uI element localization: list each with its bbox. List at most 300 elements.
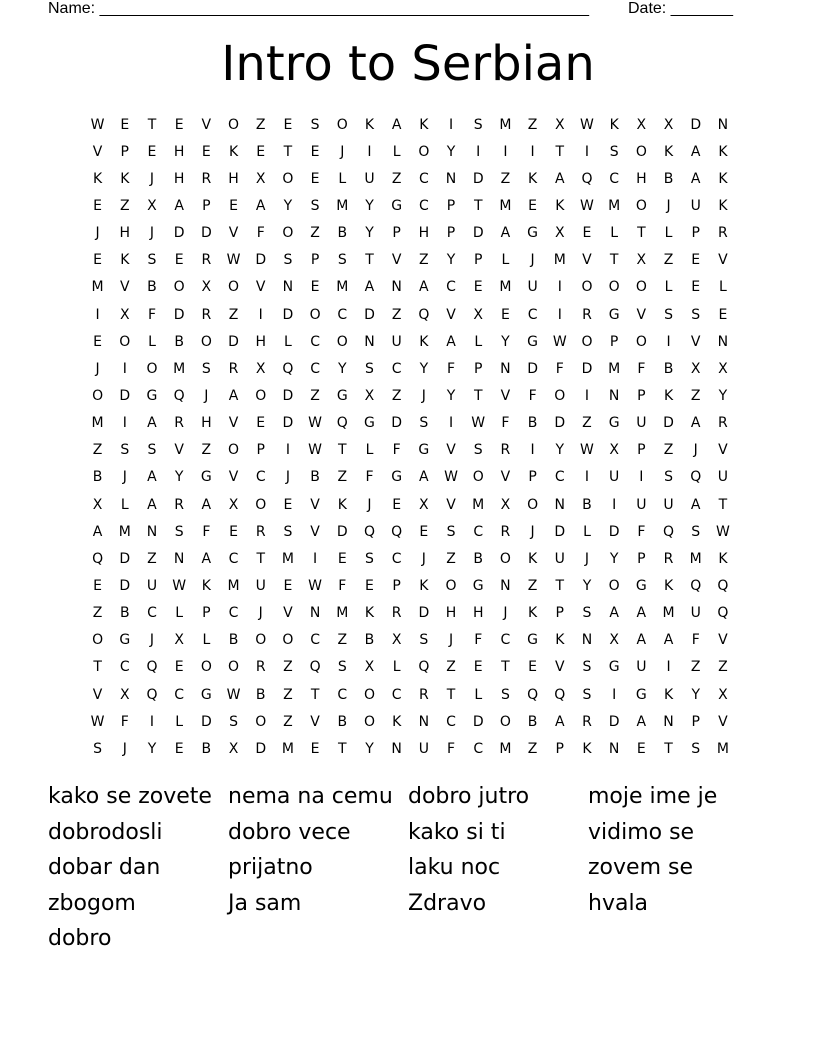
grid-letter: C <box>391 360 402 377</box>
grid-letter: O <box>228 116 240 133</box>
grid-letter: E <box>174 740 184 757</box>
grid-letter: K <box>120 170 130 187</box>
grid-letter: R <box>255 659 266 676</box>
grid-letter: L <box>284 333 292 350</box>
grid-letter: L <box>148 333 156 350</box>
grid-letter: D <box>282 415 294 432</box>
grid-letter: A <box>636 605 647 622</box>
grid-letter: U <box>364 170 375 187</box>
grid-letter: T <box>473 387 483 404</box>
grid-letter: X <box>228 496 239 513</box>
grid-letter: J <box>340 143 345 160</box>
grid-letter: Z <box>582 415 592 432</box>
name-field: Name: _______________________________________________________ <box>48 0 589 17</box>
grid-letter: K <box>528 170 538 187</box>
grid-letter: Z <box>391 306 402 323</box>
grid-letter: D <box>663 415 674 432</box>
grid-letter: S <box>201 360 211 377</box>
grid-letter: S <box>691 523 701 540</box>
grid-letter: O <box>255 496 267 513</box>
grid-letter: U <box>146 577 158 594</box>
grid-letter: Z <box>500 170 511 187</box>
grid-letter: D <box>527 360 538 377</box>
grid-letter: J <box>367 496 372 513</box>
grid-letter: Y <box>609 550 619 567</box>
grid-letter: A <box>147 469 157 486</box>
grid-letter: W <box>715 523 730 540</box>
grid-letter: L <box>202 632 211 649</box>
grid-letter: M <box>91 415 104 432</box>
grid-letter: G <box>527 333 539 350</box>
grid-letter: S <box>582 659 592 676</box>
grid-letter: S <box>147 252 157 269</box>
grid-letter: B <box>663 170 674 187</box>
grid-letter: A <box>690 170 701 187</box>
grid-letter: O <box>92 387 104 404</box>
grid-letter: F <box>202 523 211 540</box>
grid-letter: Q <box>336 415 348 432</box>
grid-letter: A <box>255 197 266 214</box>
grid-letter: M <box>499 116 512 133</box>
grid-letter: A <box>690 415 701 432</box>
grid-letter: M <box>91 279 104 296</box>
grid-letter: Y <box>718 387 728 404</box>
grid-letter: K <box>718 170 728 187</box>
grid-letter: N <box>663 713 674 730</box>
grid-letter: T <box>283 143 293 160</box>
grid-letter: Z <box>283 659 293 676</box>
grid-letter: R <box>582 306 592 323</box>
grid-letter: B <box>174 333 184 350</box>
grid-letter: A <box>690 143 701 160</box>
grid-letter: Z <box>337 632 348 649</box>
grid-letter: Z <box>446 659 456 676</box>
grid-letter: E <box>174 252 184 269</box>
grid-letter: K <box>663 577 674 594</box>
grid-letter: Z <box>527 577 538 594</box>
grid-letter: J <box>693 442 698 459</box>
grid-letter: K <box>364 605 375 622</box>
grid-letter: V <box>201 116 212 133</box>
grid-letter: G <box>336 387 348 404</box>
grid-letter: E <box>283 116 293 133</box>
grid-letter: B <box>582 496 592 513</box>
grid-letter: T <box>256 550 265 567</box>
grid-letter: Q <box>282 360 294 377</box>
grid-letter: H <box>201 415 212 432</box>
grid-letter: C <box>473 740 484 757</box>
grid-letter: M <box>689 550 702 567</box>
grid-letter: Q <box>717 577 729 594</box>
grid-letter: B <box>92 469 103 486</box>
grid-letter: B <box>473 550 484 567</box>
grid-letter: O <box>228 442 240 459</box>
grid-letter: J <box>448 632 454 649</box>
grid-letter: P <box>202 605 211 622</box>
grid-letter: L <box>583 523 591 540</box>
grid-letter: V <box>92 143 103 160</box>
grid-letter: L <box>120 496 129 513</box>
grid-letter: K <box>419 116 429 133</box>
grid-letter: D <box>472 713 484 730</box>
grid-letter: M <box>281 740 294 757</box>
grid-letter: N <box>500 577 511 594</box>
grid-letter: Z <box>283 686 293 703</box>
grid-letter: S <box>500 686 510 703</box>
grid-letter: I <box>584 143 590 160</box>
grid-letter: D <box>282 387 294 404</box>
grid-letter: L <box>365 442 374 459</box>
grid-letter: I <box>122 415 127 432</box>
grid-letter: E <box>229 523 238 540</box>
grid-letter: H <box>173 143 185 160</box>
grid-letter: D <box>418 605 430 622</box>
grid-letter: R <box>418 686 429 703</box>
grid-letter: R <box>391 605 402 622</box>
word-list-item: dobro jutro <box>408 784 530 809</box>
grid-letter: S <box>609 143 619 160</box>
grid-letter: S <box>283 523 293 540</box>
grid-letter: E <box>93 577 103 594</box>
grid-letter: O <box>581 279 593 296</box>
grid-letter: K <box>718 550 728 567</box>
grid-letter: E <box>93 333 103 350</box>
grid-letter: S <box>419 632 429 649</box>
grid-letter: L <box>610 225 619 242</box>
grid-letter: Y <box>446 252 456 269</box>
grid-letter: L <box>474 686 483 703</box>
grid-letter: N <box>391 279 402 296</box>
grid-letter: P <box>637 387 646 404</box>
word-list-item: Ja sam <box>228 890 302 916</box>
grid-letter: W <box>471 415 486 432</box>
grid-letter: A <box>636 632 647 649</box>
word-list-item: vidimo se <box>588 819 695 845</box>
grid-letter: C <box>337 686 348 703</box>
grid-letter: U <box>527 279 538 296</box>
grid-letter: Z <box>663 252 674 269</box>
grid-letter: Z <box>419 252 429 269</box>
grid-letter: J <box>258 605 263 622</box>
grid-letter: L <box>664 279 673 296</box>
grid-letter: T <box>365 252 374 269</box>
grid-letter: H <box>445 605 457 622</box>
grid-letter: K <box>663 686 674 703</box>
grid-letter: O <box>363 686 375 703</box>
grid-letter: C <box>473 523 484 540</box>
grid-letter: G <box>472 577 484 594</box>
grid-letter: Q <box>717 605 729 622</box>
grid-letter: M <box>608 360 621 377</box>
grid-letter: A <box>663 632 674 649</box>
grid-letter: Z <box>147 550 157 567</box>
grid-letter: S <box>174 523 184 540</box>
grid-letter: C <box>228 605 239 622</box>
grid-letter: E <box>500 306 510 323</box>
grid-letter: O <box>282 632 294 649</box>
grid-letter: U <box>391 333 402 350</box>
grid-letter: F <box>528 387 537 404</box>
grid-letter: A <box>147 415 157 432</box>
grid-letter: S <box>473 442 483 459</box>
grid-letter: E <box>229 197 238 214</box>
grid-letter: N <box>554 496 566 513</box>
grid-letter: H <box>418 225 430 242</box>
grid-letter: O <box>608 577 620 594</box>
grid-letter: I <box>666 659 671 676</box>
grid-letter: W <box>444 469 458 486</box>
grid-letter: E <box>473 659 483 676</box>
grid-letter: Q <box>527 686 539 703</box>
grid-letter: Y <box>174 469 184 486</box>
grid-letter: V <box>174 442 184 459</box>
grid-letter: J <box>122 740 127 757</box>
grid-letter: L <box>175 713 184 730</box>
grid-letter: J <box>530 252 535 269</box>
grid-letter: E <box>256 143 266 160</box>
grid-letter: E <box>419 523 429 540</box>
grid-letter: E <box>174 659 184 676</box>
grid-letter: O <box>635 143 647 160</box>
grid-letter: Q <box>554 686 566 703</box>
grid-letter: G <box>608 306 620 323</box>
grid-letter: K <box>364 116 375 133</box>
grid-letter: R <box>174 415 185 432</box>
grid-letter: K <box>228 143 239 160</box>
grid-letter: O <box>336 116 348 133</box>
grid-letter: E <box>310 143 320 160</box>
grid-letter: U <box>717 469 729 486</box>
grid-letter: S <box>691 306 701 323</box>
grid-letter: B <box>663 360 674 377</box>
grid-letter: Z <box>527 740 538 757</box>
grid-letter: Y <box>446 143 456 160</box>
grid-letter: Q <box>173 387 185 404</box>
grid-letter: B <box>364 632 375 649</box>
grid-letter: R <box>255 523 266 540</box>
grid-letter: I <box>367 143 372 160</box>
grid-letter: Q <box>92 550 104 567</box>
grid-letter: M <box>227 577 240 594</box>
word-list-item: dobar dan <box>48 855 161 880</box>
grid-letter: S <box>310 197 320 214</box>
grid-letter: O <box>92 632 104 649</box>
grid-letter: W <box>226 252 241 269</box>
grid-letter: Q <box>146 659 158 676</box>
grid-letter: N <box>391 740 402 757</box>
grid-letter: Q <box>309 659 321 676</box>
grid-letter: K <box>93 170 103 187</box>
grid-letter: G <box>364 415 375 432</box>
grid-letter: I <box>476 143 481 160</box>
grid-letter: E <box>310 170 320 187</box>
grid-letter: T <box>338 740 347 757</box>
grid-letter: C <box>527 306 538 323</box>
grid-letter: J <box>666 197 671 214</box>
grid-letter: X <box>364 659 375 676</box>
grid-letter: A <box>201 496 212 513</box>
grid-letter: K <box>555 197 565 214</box>
grid-letter: D <box>608 523 620 540</box>
grid-letter: N <box>608 740 620 757</box>
grid-letter: I <box>584 387 590 404</box>
grid-letter: V <box>500 469 511 486</box>
grid-letter: T <box>718 496 728 513</box>
grid-letter: C <box>310 360 320 377</box>
grid-letter: P <box>555 605 564 622</box>
grid-letter: C <box>391 686 402 703</box>
grid-letter: T <box>609 252 619 269</box>
grid-letter: V <box>718 442 728 459</box>
word-list-item: zbogom <box>48 890 136 916</box>
grid-letter: E <box>473 279 483 296</box>
grid-letter: H <box>255 333 266 350</box>
grid-letter: J <box>149 225 155 242</box>
grid-letter: L <box>338 170 347 187</box>
word-list-item: kako se zovete <box>48 784 212 809</box>
grid-letter: X <box>147 197 157 214</box>
grid-letter: C <box>418 170 429 187</box>
grid-letter: P <box>473 252 483 269</box>
grid-letter: P <box>446 197 456 214</box>
grid-letter: O <box>581 333 593 350</box>
grid-letter: R <box>718 225 728 242</box>
grid-letter: B <box>119 605 130 622</box>
grid-letter: F <box>501 415 510 432</box>
word-list-item: dobrodosli <box>48 819 163 845</box>
grid-letter: O <box>119 333 131 350</box>
grid-letter: P <box>609 333 619 350</box>
grid-letter: X <box>119 686 130 703</box>
word-list-item: zovem se <box>588 855 693 880</box>
grid-letter: W <box>308 577 323 594</box>
grid-letter: Z <box>527 116 538 133</box>
grid-letter: J <box>149 170 155 187</box>
grid-letter: C <box>228 550 239 567</box>
word-list-item: hvala <box>588 890 649 916</box>
grid-letter: I <box>285 442 290 459</box>
grid-letter: E <box>283 577 293 594</box>
grid-letter: U <box>663 496 674 513</box>
grid-letter: F <box>120 713 129 730</box>
grid-letter: V <box>228 415 239 432</box>
grid-letter: T <box>664 740 673 757</box>
grid-letter: R <box>201 170 212 187</box>
grid-letter: L <box>664 225 673 242</box>
grid-letter: Y <box>147 740 157 757</box>
grid-letter: X <box>255 360 266 377</box>
grid-letter: A <box>690 496 701 513</box>
grid-letter: O <box>255 632 267 649</box>
grid-letter: D <box>282 306 294 323</box>
grid-letter: U <box>690 197 701 214</box>
grid-letter: I <box>612 496 617 513</box>
grid-letter: G <box>418 442 430 459</box>
grid-letter: J <box>584 550 590 567</box>
grid-letter: X <box>391 632 402 649</box>
grid-letter: I <box>448 116 454 133</box>
grid-letter: M <box>499 279 512 296</box>
grid-letter: J <box>421 550 426 567</box>
grid-letter: O <box>472 469 484 486</box>
grid-letter: X <box>174 632 184 649</box>
grid-letter: A <box>554 713 565 730</box>
grid-letter: L <box>175 605 184 622</box>
grid-letter: P <box>446 225 456 242</box>
grid-letter: E <box>93 252 103 269</box>
grid-letter: O <box>282 170 294 187</box>
grid-letter: S <box>664 469 673 486</box>
grid-letter: G <box>527 225 539 242</box>
grid-letter: A <box>391 116 402 133</box>
grid-letter: N <box>309 605 321 622</box>
grid-letter: G <box>119 632 131 649</box>
grid-letter: Z <box>663 442 674 459</box>
grid-letter: D <box>364 306 375 323</box>
grid-letter: C <box>609 170 620 187</box>
grid-letter: N <box>717 116 729 133</box>
grid-letter: I <box>584 469 590 486</box>
grid-letter: Z <box>337 469 348 486</box>
grid-letter: Z <box>92 605 103 622</box>
grid-letter: R <box>201 306 212 323</box>
grid-letter: Y <box>283 197 293 214</box>
grid-letter: O <box>635 333 647 350</box>
grid-letter: D <box>336 523 348 540</box>
grid-letter: C <box>147 605 157 622</box>
grid-letter: V <box>582 252 592 269</box>
grid-letter: X <box>228 740 239 757</box>
grid-letter: C <box>310 632 320 649</box>
grid-letter: Z <box>446 550 456 567</box>
grid-letter: I <box>639 469 644 486</box>
grid-letter: Y <box>446 387 456 404</box>
grid-letter: P <box>120 143 129 160</box>
grid-letter: F <box>555 360 564 377</box>
grid-letter: J <box>95 360 100 377</box>
word-list-item: prijatno <box>228 855 313 880</box>
grid-letter: K <box>120 252 130 269</box>
grid-letter: F <box>637 523 646 540</box>
grid-letter: V <box>554 659 565 676</box>
grid-letter: Y <box>501 333 510 350</box>
grid-letter: A <box>92 523 103 540</box>
grid-letter: Z <box>201 442 212 459</box>
grid-letter: Q <box>363 523 375 540</box>
grid-letter: V <box>446 442 456 459</box>
grid-letter: S <box>337 659 347 676</box>
grid-letter: D <box>472 170 484 187</box>
grid-letter: E <box>310 279 320 296</box>
grid-letter: O <box>200 333 212 350</box>
grid-letter: C <box>174 686 185 703</box>
grid-letter: K <box>201 577 211 594</box>
grid-letter: G <box>635 577 647 594</box>
grid-letter: E <box>147 143 157 160</box>
grid-letter: A <box>636 713 647 730</box>
grid-letter: W <box>552 333 567 350</box>
grid-letter: P <box>256 442 265 459</box>
grid-letter: M <box>716 740 729 757</box>
grid-letter: B <box>337 713 348 730</box>
grid-letter: A <box>364 279 375 296</box>
grid-letter: G <box>527 632 539 649</box>
grid-letter: Z <box>283 713 293 730</box>
grid-letter: K <box>582 740 592 757</box>
grid-letter: N <box>717 333 729 350</box>
grid-letter: U <box>636 496 647 513</box>
grid-letter: J <box>122 469 127 486</box>
